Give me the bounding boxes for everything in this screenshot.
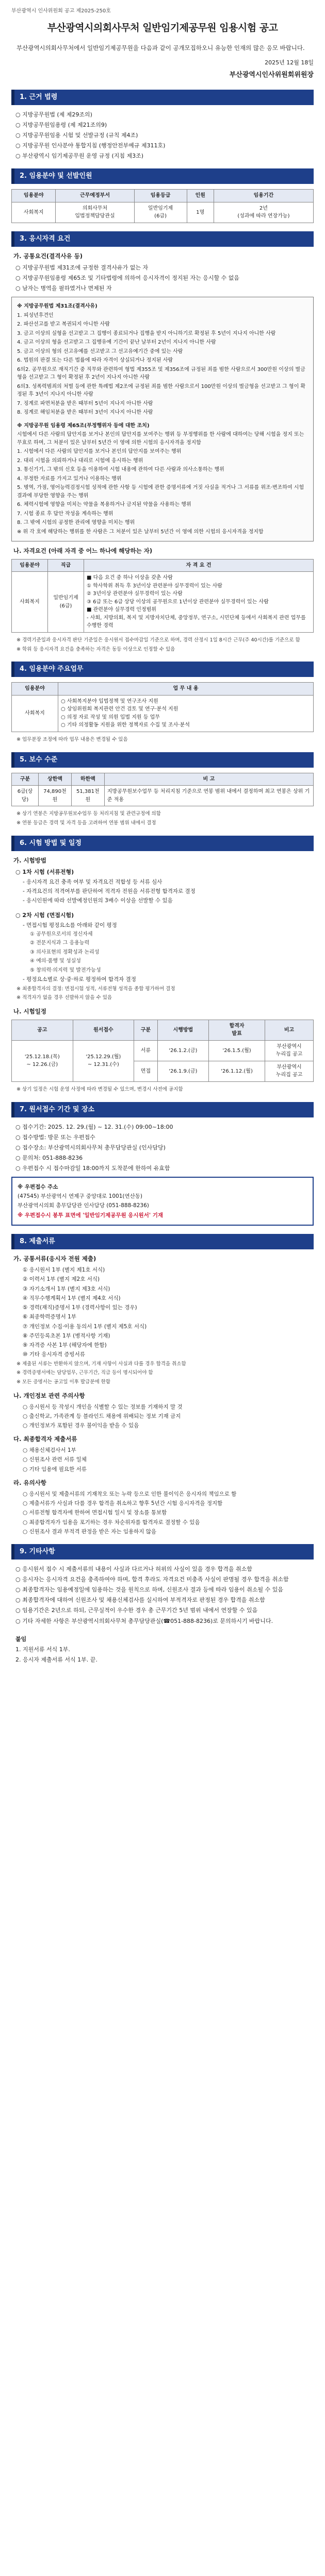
list-item: ① 공무원으로서의 정신자세 [30,931,93,937]
list-item: ○ 지방공무원임용 시험 및 선발규정 (규칙 제4조) [15,132,138,139]
list-item: ○ 응시자는 응시자격 요건을 충족하여야 하며, 합격 후라도 자격요건 미충족 사실이 판명될 경우 합격을 취소함 [15,1576,289,1583]
column-header: 합격자 발표 [209,1020,265,1040]
attachment-item: 2. 응시자 제출서류 서식 1부. 끝. [15,1656,98,1663]
note: ※ 상기 연봉은 지방공무원보수업무 등 처리지침 및 관련규정에 의함 [17,811,161,817]
list-item: ○ 접수방법: 방문 또는 우편접수 [15,1133,95,1141]
list-item: ○ 기타 임용에 필요한 서류 [23,1466,87,1472]
disqualification-box [11,297,314,541]
attachment-item: 1. 지원서류 서식 1부. [15,1646,70,1653]
note: ※ 업무분장 조정에 따라 업무 내용은 변경될 수 있음 [17,736,128,742]
section-title-salary: 5. 보수 수준 [11,752,314,768]
note: ※ 적격자가 없을 경우 선발하지 않을 수 있음 [17,995,112,1001]
list-item: ○ 우편접수 시 접수마감일 18:00까지 도착분에 한하여 유효함 [15,1164,170,1172]
table-row [12,695,314,732]
subsection-title: 가. 공통서류(응시자 전원 제출) [13,1255,96,1263]
table-cell: '25.12.18.(목) ~ 12.26.(금) [12,1040,73,1081]
list-item: ○ 지방공무원법 (제 제29조의) [15,111,92,118]
issuer: 부산광역시인사위원회위원장 [229,71,314,79]
box-line: 2. 파산선고를 받고 복권되지 아니한 사람 [17,321,110,328]
box-title: ※ 지방공무원 임용령 제65조(부정행위자 등에 대한 조치) [17,422,150,429]
note: ※ 모든 증명서는 공고일 이후 발급분에 한함 [17,1379,111,1385]
list-item: ○ 최종합격자가 임용을 포기하는 경우 차순위자를 합격자로 결정할 수 있음 [23,1519,200,1526]
table-cell: 부산광역시 누리집 공고 [265,1040,314,1061]
list-item: - 자격요건의 적격여부를 판단하여 적격자 전원을 서류전형 합격자로 결정 [23,888,196,894]
section-title-eligibility: 3. 응시자격 요건 [11,231,314,247]
list-item: ○ 접수장소: 부산광역시의회사무처 총무담당관실 (인사담당) [15,1144,166,1151]
note: ※ 최종합격자의 결정: 면접시험 성적, 서류전형 성적을 종합 평가하여 결정 [17,986,175,992]
box-line: 부산광역시의회 총무담당관 인사담당 (051-888-8236) [18,1202,149,1209]
attachments-label: 붙임 [15,1635,27,1642]
note: ※ 상기 일정은 시험 운영 사정에 따라 변경될 수 있으며, 변경시 사전에 공지함 [17,1086,183,1092]
list-item: ⑩ 기타 응시자격 증빙서류 [23,1351,85,1358]
list-item: ⑨ 자격증 사본 1부 (해당자에 한함) [23,1342,107,1349]
salary-table [11,773,314,807]
table-cell: ○ 사회복지분야 입법정책 및 연구조사 지원 ○ 상임위원회 복지관련 안건 검토 및 연구·분석 지원 ○ 의정 자료 작성 및 의원 입법 지원 등 업무 ○ 기타 의정활동 지원을 위한 정책자료 수집 및 조사·분석 [58,695,314,732]
table-cell: 서류 [134,1040,158,1061]
section-title-duties: 4. 임용분야 주요업무 [11,662,314,677]
notice-date: 2025년 12월 18일 [265,59,314,66]
list-item: ① 응시원서 1부 (별지 제1호 서식) [23,1266,105,1273]
column-header: 비고 [265,1020,314,1040]
table-cell: 일반임기제 (6급) [48,572,84,633]
list-item: ○ 응시원서 등 작성시 개인을 식별할 수 있는 정보를 기재하지 말 것 [23,1403,183,1410]
eligibility-table [11,559,314,633]
subsection-title: 나. 자격요건 (아래 자격 중 어느 하나에 해당하는 자) [13,547,153,555]
list-item: ○ 지방공무원 인사분야 통합지침 (행정안전부예규 제311호) [15,142,166,149]
list-item: ⑤ 창의력·의지력 및 발전가능성 [30,967,101,973]
list-item: ○ 지방공무원임용령 제65조 및 기타법령에 의하여 응시자격이 정지된 자는 응시할 수 없음 [15,274,239,281]
column-header: 임용분야 [12,559,48,572]
list-item: ○ 접수기간: 2025. 12. 29.(월) ~ 12. 31.(수) 09:00~18:00 [15,1123,173,1130]
list-item: ○ 기타 자세한 사항은 부산광역시의회사무처 총무담당관실(☎051-888-8236)로 문의하시기 바랍니다. [15,1617,273,1624]
column-header: 인원 [187,190,214,202]
list-item: ○ 최종합격자는 임용예정일에 임용하는 것을 원칙으로 하며, 신원조사 결과 등에 따라 임용이 취소될 수 있음 [15,1586,283,1594]
list-item: ○ 출신학교, 가족관계 등 블라인드 채용에 위배되는 정보 기재 금지 [23,1413,181,1419]
box-line: 1. 시험에서 다른 사람의 답안지를 보거나 본인의 답안지를 보여주는 행위 [17,449,182,455]
table-header-row [12,190,314,202]
note: ※ 경력기준일과 응시자격 판단 기준일은 응시원서 접수마감일 기준으로 하며, 경력 산정시 1일 8시간 근무(주 40시간)를 기준으로 함 [17,637,300,643]
table-cell: 의회사무처 입법정책담당관실 [56,202,134,223]
column-header: 업 무 내 용 [58,683,314,696]
list-item: ② 전문지식과 그 응용능력 [30,940,90,946]
list-item: ○ 제출서류가 사실과 다를 경우 합격을 취소하고 향후 5년간 시험 응시자격을 정지함 [23,1500,223,1507]
box-line: ※ 위 각 호에 해당하는 행위를 한 사람은 그 처분이 있은 날부터 5년간 이 영에 의한 시험의 응시자격을 정지함 [17,529,264,535]
table-cell: '26.1.5.(월) [209,1040,265,1061]
column-header: 자 격 요 건 [84,559,314,572]
list-item: ⑧ 주민등록초본 1부 (병적사항 기재) [23,1332,110,1339]
list-item: ○ 지방공무원법 제31조에 규정한 결격사유가 없는 자 [15,264,149,271]
box-line: ※ 우편접수시 봉투 표면에 '일반임기제공무원 응시원서' 기재 [18,1212,164,1218]
list-item: ○ 응시원서 및 제출서류의 기재착오 또는 누락 등으로 인한 불이익은 응시자의 책임으로 함 [23,1490,237,1497]
list-item: - 평정요소별로 상·중·하로 평정하여 합격자 결정 [23,976,136,983]
box-line: 6의3. 성폭력범죄의 처벌 등에 관한 특례법 제2조에 규정된 죄를 범한 사람으로서 100만원 이상의 벌금형을 선고받고 그 형이 확정된 후 3년이 지나지 아니한 사람 [17,383,306,398]
column-header: 시행방법 [157,1020,208,1040]
column-header: 하한액 [71,773,104,786]
table-row [12,572,314,633]
section-title-documents: 8. 제출서류 [11,1234,314,1249]
box-line: 6. 체력시험에 영향을 미치는 약물을 복용하거나 금지된 약물을 사용하는 행위 [17,502,191,508]
note: ※ 연봉 등급은 경력 및 자격 등을 고려하여 연봉 범위 내에서 결정 [17,820,156,826]
table-header-row [12,773,314,786]
lead-paragraph: 부산광역시의회사무처에서 일반임기제공무원을 다음과 같이 공개모집하오니 유능한 인재의 많은 응모 바랍니다. [17,44,305,52]
box-line: 8. 징계로 해임처분을 받은 때부터 3년이 지나지 아니한 사람 [17,410,153,416]
list-item: - 면접시험 평정요소를 아래와 같이 평정 [23,922,117,928]
list-item: ④ 직무수행계획서 1부 (별지 제4호 서식) [23,1295,121,1301]
box-line: ※ 우편접수 주소 [18,1183,58,1190]
table-row [12,786,314,806]
box-line: 7. 징계로 파면처분을 받은 때부터 5년이 지나지 아니한 사람 [17,400,153,406]
table-header-row [12,559,314,572]
box-line: 1. 피성년후견인 [17,312,54,318]
subsection-title: 가. 공통요건(결격사유 등) [13,252,83,260]
column-header: 근무예정부서 [56,190,134,202]
box-line: 4. 부정한 자료를 가지고 있거나 이용하는 행위 [17,476,122,482]
table-cell: 74,890천원 [38,786,71,806]
table-cell: 부산광역시 누리집 공고 [265,1061,314,1081]
section-title-legal-basis: 1. 근거 법령 [11,90,314,105]
legal-basis-list [11,110,314,160]
table-row [12,1040,314,1061]
duties-table [11,682,314,732]
box-line: 3. 통신기기, 그 밖의 신호 등을 이용하여 시험 내용에 관하여 다른 사람과 의사소통하는 행위 [17,467,224,473]
attachments [15,1635,314,1664]
mail-address-box [11,1177,314,1226]
list-item: ○ 서류전형 합격자에 한하여 면접시험 일시 및 장소를 통보함 [23,1510,167,1516]
section-title-positions: 2. 임용분야 및 선발인원 [11,168,314,184]
section-title-exam: 6. 시험 방법 및 일정 [11,836,314,851]
list-item: ○ 응시원서 접수 시 제출서류의 내용이 사실과 다르거나 허위의 사실이 있을 경우 합격을 취소함 [15,1566,252,1573]
subsection-title: 다. 최종합격자 제출서류 [13,1435,77,1443]
note: ※ 경력증명서에는 담당업무, 근무기간, 직급 등이 명시되어야 함 [17,1370,153,1376]
notice-number: 부산광역시 인사위원회 공고 제2025-250호 [11,8,111,14]
column-header: 원서접수 [73,1020,134,1040]
list-item: ④ 예의·품행 및 성실성 [30,958,81,964]
list-item: ○ 채용신체검사서 1부 [23,1447,76,1454]
list-item: ○ 신원조사 관련 서류 일체 [23,1456,87,1463]
box-line: 5. 병역, 가점, 영어능력검정시험 성적에 관한 사항 등 시험에 관한 증명서류에 거짓 사실을 적거나 그 서류를 위조·변조하여 시험결과에 부당한 영향을 주는 행위 [17,485,304,499]
table-cell: 사회복지 [12,695,58,732]
list-item: ○ 신원조사 결과 부적격 판정을 받은 자는 임용하지 않음 [23,1528,157,1535]
column-header: 상한액 [38,773,71,786]
box-line: 7. 시험 종료 후 답안 작성을 계속하는 행위 [17,511,113,517]
table-cell: '25.12.29.(월) ~ 12.31.(수) [73,1040,134,1081]
list-item: ○ 임용기간은 2년으로 하되, 근무실적이 우수한 경우 총 근무기간 5년 범위 내에서 연장할 수 있음 [15,1607,258,1614]
table-header-row [12,1020,314,1040]
subsection-title: 가. 시험방법 [13,856,46,864]
table-cell: ■ 다음 요건 중 하나 이상을 갖춘 사람 ① 학사학위 취득 후 3년이상 관련분야 실무경력이 있는 사람 ② 3년이상 관련분야 실무경력이 있는 사람 ③ 6급 또는 6급 상당 이상의 공무원으로 1년이상 관련분야 실무경력이 있는 사람 ■ 관련분야 실무경력 인정범위 - 사회, 지방의회, 복지 및 지방자치단체, 중앙정부, 연구소, 시민단체 등에서 사회복지 관련 업무를 수행한 경력 [84,572,314,633]
column-header: 공고 [12,1020,73,1040]
list-item: ② 이력서 1부 (별지 제2호 서식) [23,1276,100,1283]
box-line: 시험에서 다른 사람의 답안지를 보거나 본인의 답안지를 보여주는 행위 등 부정행위를 한 사람에 대하여는 당해 시험을 정지 또는 무효로 하며, 그 처분이 있은 날부터 5년간 이 영에 의한 시험의 응시자격을 정지함 [17,432,304,446]
box-line: (47545) 부산광역시 연제구 중앙대로 1001(연산동) [18,1193,143,1200]
table-cell: 일반임기제 (6급) [134,202,187,223]
column-header: 임용분야 [12,683,58,696]
column-header: 구분 [134,1020,158,1040]
column-header: 임용분야 [12,190,56,202]
list-item: - 응시자격 요건 충족 여부 및 자격요건 적합성 등 서류 심사 [23,878,163,885]
table-cell: 1명 [187,202,214,223]
table-cell: '26.1.2.(금) [157,1040,208,1061]
list-item: ③ 자기소개서 1부 (별지 제3호 서식) [23,1285,110,1292]
table-cell: 지방공무원보수업무 등 처리지침 기준으로 연봉 범위 내에서 결정하며 최고 연봉은 상위 기준 적용 [104,786,313,806]
column-header: 임용기간 [214,190,313,202]
box-line: 8. 그 밖에 시험의 공정한 관리에 영향을 미치는 행위 [17,520,135,526]
list-item: ○ 부산광역시 임기제공무원 운영 규정 (지침 제3조) [15,152,144,160]
box-line: 2. 대리 시험을 의뢰하거나 대리로 시험에 응시하는 행위 [17,457,143,464]
table-header-row [12,683,314,696]
column-header: 직급 [48,559,84,572]
list-item: ⑥ 최종학력증명서 1부 [23,1314,76,1320]
list-item: ⑦ 개인정보 수집·이용 동의서 1부 (별지 제5호 서식) [23,1323,147,1330]
list-item: ○ 문의처: 051-888-8236 [15,1154,83,1161]
table-cell: '26.1.9.(금) [157,1061,208,1081]
column-header: 구분 [12,773,39,786]
schedule-table [11,1020,314,1082]
table-cell: 면접 [134,1061,158,1081]
table-cell: 사회복지 [12,202,56,223]
box-line: 6의2. 공무원으로 재직기간 중 직무와 관련하여 형법 제355조 및 제356조에 규정된 죄를 범한 사람으로서 300만원 이상의 벌금형을 선고받고 그 형이 확정된 후 2년이 지나지 아니한 사람 [17,366,305,381]
table-cell: 2년 (성과에 따라 연장가능) [214,202,313,223]
subsection-title: 라. 유의사항 [13,1479,46,1486]
page-title: 부산광역시의회사무처 일반임기제공무원 임용시험 공고 [47,22,278,33]
box-line: 5. 금고 이상의 형의 선고유예를 선고받고 그 선고유예기간 중에 있는 사람 [17,348,183,354]
list-item: ○ 남자는 병역을 필하였거나 면제된 자 [15,285,112,292]
column-header: 임용등급 [134,190,187,202]
list-item: ⑤ 경력(재직)증명서 1부 (경력사항이 있는 경우) [23,1304,137,1311]
note: ※ 학위 등 응시자격 요건을 충족하는 자격은 동등 이상으로 인정할 수 있음 [17,646,175,652]
table-cell: '26.1.12.(월) [209,1061,265,1081]
section-title-application: 7. 원서접수 기간 및 장소 [11,1102,314,1117]
list-item: ○ 최종합격자에 대하여 신원조사 및 채용신체검사를 실시하여 부적격자로 판정된 경우 합격을 취소함 [15,1597,265,1604]
subsection-title: 나. 개인정보 관련 주의사항 [13,1392,85,1399]
table-cell: 사회복지 [12,572,48,633]
stage-title: ○ 1차 시험 (서류전형) [15,868,74,875]
note: ※ 제출된 서류는 반환하지 않으며, 기재 사항이 사실과 다를 경우 합격을 취소함 [17,1361,186,1367]
stage-title: ○ 2차 시험 (면접시험) [15,911,74,919]
table-cell: 6급(상당) [12,786,39,806]
box-title: ※ 지방공무원법 제31조(결격사유) [17,303,98,310]
positions-table [11,189,314,223]
list-item: ○ 지방공무원임용령 (제 제21조의9) [15,122,107,129]
section-title-other: 9. 기타사항 [11,1544,314,1560]
subsection-title: 나. 시험일정 [13,1008,46,1015]
list-item: ③ 의사표현의 정확성과 논리성 [30,949,100,955]
box-line: 6. 법원의 판결 또는 다른 법률에 따라 자격이 상실되거나 정지된 사람 [17,358,173,364]
list-item: ○ 개인정보가 포함된 경우 불이익을 받을 수 있음 [23,1422,139,1429]
column-header: 비 고 [104,773,313,786]
table-row [12,202,314,223]
list-item: - 응시인원에 따라 선발예정인원의 3배수 이상을 선발할 수 있음 [23,897,173,904]
table-cell: 51,381천원 [71,786,104,806]
box-line: 3. 금고 이상의 실형을 선고받고 그 집행이 종료되거나 집행을 받지 아니하기로 확정된 후 5년이 지나지 아니한 사람 [17,330,276,336]
box-line: 4. 금고 이상의 형을 선고받고 그 집행유예 기간이 끝난 날부터 2년이 지나지 아니한 사람 [17,340,216,346]
